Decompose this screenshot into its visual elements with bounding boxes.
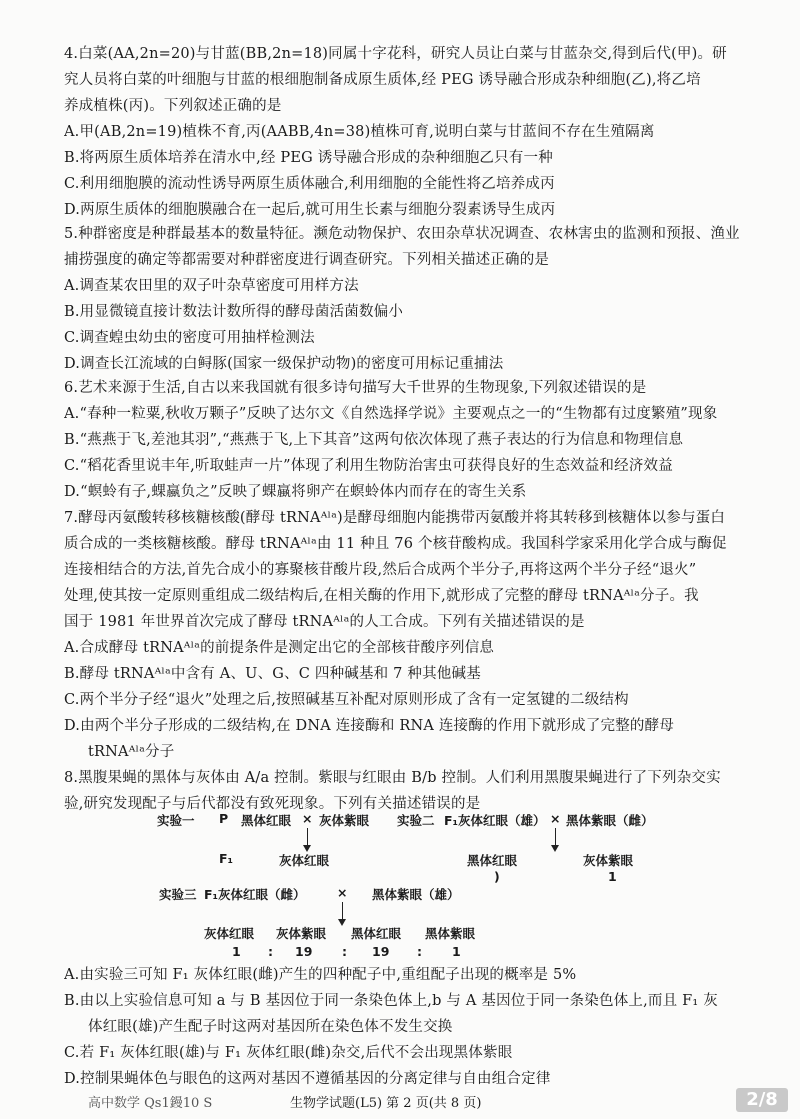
question-5-option-A: A.调查某农田里的双子叶杂草密度可用样方法 (64, 278, 359, 294)
question-8-stem-line: 验,研究发现配子与后代都没有致死现象。下列有关描述错误的是 (64, 796, 481, 812)
exp3-offspring: 灰体红眼 (204, 926, 255, 941)
question-7-stem-line: 7.酵母丙氨酸转移核糖核酸(酵母 tRNAᴬˡᵃ)是酵母细胞内能携带丙氨酸并将其转移到核糖体以参与蛋白 (64, 510, 726, 526)
question-6-option-A: A.“春种一粒粟,秋收万颗子”反映了达尔文《自然选择学说》主要观点之一的“生物都有过度繁殖”现象 (64, 406, 718, 422)
exp3-ratio: : (268, 944, 273, 959)
exp2-cross: × (550, 811, 561, 826)
question-7-option-D: D.由两个半分子形成的二级结构,在 DNA 连接酶和 RNA 连接酶的作用下就形成了完整的酵母 (64, 718, 675, 734)
footer-left: 高中数学 Qs1鏝10 S (88, 1096, 213, 1111)
exp3-offspring: 黑体红眼 (351, 926, 402, 941)
exp1-arrow (307, 828, 308, 846)
exp3-offspring: 黑体紫眼 (425, 926, 476, 941)
question-5-option-B: B.用显微镜直接计数法计数所得的酵母菌活菌数偏小 (64, 304, 404, 320)
question-4-stem-line: 究人员将白菜的叶细胞与甘蓝的根细胞制备成原生质体,经 PEG 诱导融合形成杂种细胞(乙),将乙培 (64, 72, 701, 88)
question-5-stem-line: 捕捞强度的确定等都需要对种群密度进行调查研究。下列相关描述正确的是 (64, 252, 550, 268)
exp3-ratio: 19 (295, 944, 313, 959)
question-8-option-B: 体红眼(雄)产生配子时这两对基因所在染色体不发生交换 (88, 1019, 453, 1035)
exp3-parent2: 黑体紫眼（雄） (372, 887, 460, 902)
question-8-option-D: D.控制果蝇体色与眼色的这两对基因不遵循基因的分离定律与自由组合定律 (64, 1071, 551, 1087)
question-7-option-C: C.两个半分子经“退火”处理之后,按照碱基互补配对原则形成了含有一定氢键的二级结构 (64, 692, 629, 708)
question-5-option-D: D.调查长江流域的白鲟豚(国家一级保护动物)的密度可用标记重捕法 (64, 356, 504, 372)
exp1-cross: × (302, 811, 313, 826)
exp2-offspring1: 黑体红眼 (467, 853, 518, 868)
exp1-label: 实验一 (157, 813, 195, 828)
exp3-ratio: : (417, 944, 422, 959)
question-6-option-D: D.“螟蛉有子,蜾蠃负之”反映了蜾蠃将卵产在螟蛉体内而存在的寄生关系 (64, 484, 527, 500)
exp1-parent2: 灰体紫眼 (319, 813, 370, 828)
question-8-option-A: A.由实验三可知 F₁ 灰体红眼(雌)产生的四种配子中,重组配子出现的概率是 5% (64, 967, 577, 983)
question-6-option-B: B.“燕燕于飞,差池其羽”,“燕燕于飞,上下其音”这两句依次体现了燕子表达的行为信息和物理信息 (64, 432, 684, 448)
question-4-option-A: A.甲(AB,2n=19)植株不育,丙(AABB,4n=38)植株可育,说明白菜与甘蓝间不存在生殖隔离 (64, 124, 655, 140)
exp2-ratio2: 1 (608, 869, 617, 884)
question-5-stem-line: 5.种群密度是种群最基本的数量特征。濒危动物保护、农田杂草状况调查、农林害虫的监测和预报、渔业 (64, 226, 740, 242)
exp1-p: P (219, 811, 229, 826)
question-8-option-B: B.由以上实验信息可知 a 与 B 基因位于同一条染色体上,b 与 A 基因位于同一条染色体上,而且 F₁ 灰 (64, 993, 718, 1009)
exp3-ratio: 1 (452, 944, 461, 959)
footer-center: 生物学试题(L5) 第 2 页(共 8 页) (290, 1096, 482, 1111)
exp2-offspring2: 灰体紫眼 (583, 853, 634, 868)
question-7-stem-line: 处理,使其按一定原则重组成二级结构后,在相关酶的作用下,就形成了完整的酵母 tRNAᴬˡᵃ分子。我 (64, 588, 699, 604)
exp1-f1: F₁ (219, 851, 234, 866)
exp3-ratio: 1 (232, 944, 241, 959)
exp3-label: 实验三 (159, 887, 197, 902)
exp3-parent1: F₁灰体红眼（雌） (204, 887, 306, 902)
page-badge: 2/8 (736, 1088, 788, 1112)
question-7-option-B: B.酵母 tRNAᴬˡᵃ中含有 A、U、G、C 四种碱基和 7 种其他碱基 (64, 666, 481, 682)
exp2-label: 实验二 (397, 813, 435, 828)
exp2-ratio1: ) (494, 869, 500, 884)
question-7-option-D: tRNAᴬˡᵃ分子 (88, 744, 175, 760)
question-4-stem-line: 4.白菜(AA,2n=20)与甘蓝(BB,2n=18)同属十字花科，研究人员让白菜与甘蓝杂交,得到后代(甲)。研 (64, 46, 727, 62)
question-4-option-C: C.利用细胞膜的流动性诱导两原生质体融合,利用细胞的全能性将乙培养成丙 (64, 176, 555, 192)
question-4-option-B: B.将两原生质体培养在清水中,经 PEG 诱导融合形成的杂种细胞乙只有一种 (64, 150, 553, 166)
exp3-offspring: 灰体紫眼 (276, 926, 327, 941)
question-6-stem-line: 6.艺术来源于生活,自古以来我国就有很多诗句描写大千世界的生物现象,下列叙述错误的是 (64, 380, 647, 396)
question-4-stem-line: 养成植株(丙)。下列叙述正确的是 (64, 98, 282, 114)
exp3-cross: × (337, 885, 348, 900)
exp2-arrow (555, 828, 556, 846)
exp2-parent2: 黑体紫眼（雌） (566, 813, 654, 828)
question-8-option-C: C.若 F₁ 灰体红眼(雄)与 F₁ 灰体红眼(雌)杂交,后代不会出现黑体紫眼 (64, 1045, 513, 1061)
exp1-parent1: 黑体红眼 (241, 813, 292, 828)
exp3-ratio: : (342, 944, 347, 959)
exp2-parent1: F₁灰体红眼（雄） (444, 813, 546, 828)
question-7-stem-line: 国于 1981 年世界首次完成了酵母 tRNAᴬˡᵃ的人工合成。下列有关描述错误的是 (64, 614, 585, 630)
question-8-stem-line: 8.黑腹果蝇的黑体与灰体由 A/a 控制。紫眼与红眼由 B/b 控制。人们利用黑腹果蝇进行了下列杂交实 (64, 770, 721, 786)
question-7-option-A: A.合成酵母 tRNAᴬˡᵃ的前提条件是测定出它的全部核苷酸序列信息 (64, 640, 495, 656)
exp3-arrow (342, 902, 343, 920)
exp1-offspring: 灰体红眼 (279, 853, 330, 868)
question-6-option-C: C.“稻花香里说丰年,听取蛙声一片”体现了利用生物防治害虫可获得良好的生态效益和经济效益 (64, 458, 673, 474)
question-7-stem-line: 质合成的一类核糖核酸。酵母 tRNAᴬˡᵃ由 11 种且 76 个核苷酸构成。我国科学家采用化学合成与酶促 (64, 536, 727, 552)
question-7-stem-line: 连接相结合的方法,首先合成小的寡聚核苷酸片段,然后合成两个半分子,再将这两个半分子经“退火” (64, 562, 697, 578)
exp3-ratio: 19 (372, 944, 390, 959)
question-5-option-C: C.调查蝗虫幼虫的密度可用抽样检测法 (64, 330, 315, 346)
question-4-option-D: D.两原生质体的细胞膜融合在一起后,就可用生长素与细胞分裂素诱导生成丙 (64, 202, 556, 218)
